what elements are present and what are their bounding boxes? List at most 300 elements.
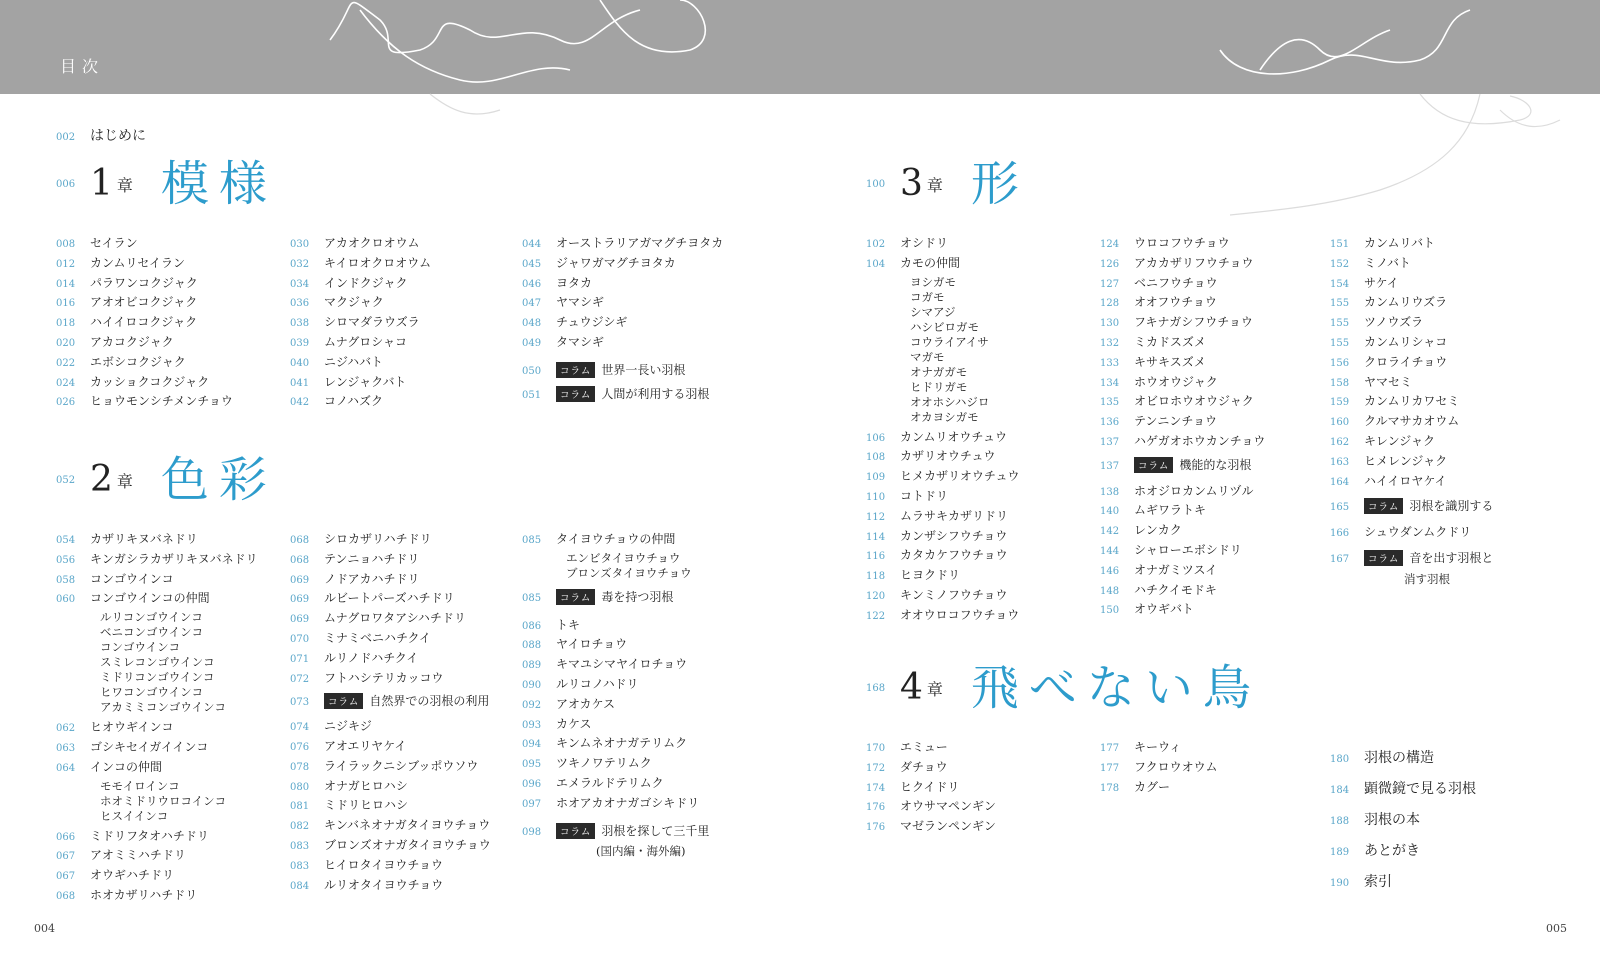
toc-entry[interactable] (290, 570, 520, 590)
toc-entry[interactable] (1330, 353, 1560, 373)
page-number: 008 (56, 239, 76, 250)
toc-entry[interactable] (1100, 561, 1330, 581)
toc-entry[interactable] (56, 886, 286, 906)
toc-entry[interactable] (522, 635, 752, 655)
page-number: 050 (522, 365, 542, 377)
toc-entry[interactable] (290, 392, 520, 412)
entry-label: カッショクコクジャク (90, 374, 210, 389)
column-entry[interactable] (1330, 549, 1560, 569)
toc-entry[interactable] (56, 353, 286, 373)
entry-label: インドクジャク (324, 275, 408, 290)
column-tag: コラム (556, 386, 595, 402)
toc-entry[interactable] (522, 274, 752, 294)
toc-entry[interactable] (1100, 541, 1330, 561)
page-number: 177 (1100, 762, 1120, 774)
toc-entry[interactable] (1100, 581, 1330, 601)
toc-entry[interactable] (1100, 482, 1330, 502)
page-number: 085 (522, 535, 542, 546)
column-tag: コラム (1134, 457, 1173, 473)
page-number: 080 (290, 781, 310, 793)
sub-entry: シマアジ (910, 304, 956, 319)
entry-label: ウロコフウチョウ (1134, 236, 1230, 250)
folio-left: 004 (34, 922, 55, 935)
toc-entry[interactable] (866, 234, 1096, 254)
toc-entry[interactable] (290, 353, 520, 373)
toc-entry[interactable] (522, 333, 752, 353)
ch2-col2 (290, 530, 520, 895)
entry-label: シロカザリハチドリ (324, 532, 432, 546)
ch3-col3a-list (1330, 234, 1560, 491)
entry-label: コンゴウインコの仲間 (90, 591, 210, 606)
entry-label: ベニフウチョウ (1134, 275, 1218, 290)
entry-label: テンニョハチドリ (324, 551, 420, 566)
chapter-word: 章 (926, 175, 943, 195)
toc-entry[interactable] (1330, 274, 1560, 294)
entry-label: ミカドスズメ (1134, 334, 1206, 349)
toc-entry[interactable] (866, 447, 1096, 467)
column-entry[interactable] (1330, 497, 1560, 517)
entry-label: ムギワラトキ (1134, 503, 1207, 518)
toc-entry[interactable] (290, 717, 520, 737)
page-number: 082 (290, 821, 310, 833)
page-number: 189 (1330, 847, 1350, 858)
entry-label: カモの仲間 (900, 255, 961, 270)
page-number: 142 (1100, 526, 1120, 538)
entry-label: キマユシマヤイロチョウ (556, 657, 688, 672)
toc-entry[interactable] (290, 796, 520, 816)
entry-label: 顕微鏡で見る羽根 (1364, 781, 1476, 797)
toc-entry[interactable] (866, 606, 1096, 626)
sub-entry: ベニコンゴウインコ (100, 625, 204, 640)
entry-label: クロライチョウ (1364, 354, 1448, 369)
toc-entry[interactable] (522, 675, 752, 695)
sub-entry: ヒワコンゴウインコ (100, 685, 204, 700)
toc-entry[interactable] (522, 695, 752, 715)
ch3-col1 (866, 234, 1096, 626)
toc-entry[interactable] (1330, 840, 1476, 871)
page-number: 026 (56, 397, 76, 409)
entry-label: 羽根の本 (1364, 812, 1420, 828)
toc-entry[interactable] (1330, 412, 1560, 432)
toc-entry[interactable] (56, 589, 286, 609)
toc-entry[interactable] (866, 527, 1096, 547)
page-number: 016 (56, 298, 76, 310)
entry-label: ニジキジ (324, 719, 372, 734)
page-number: 083 (290, 840, 310, 852)
page-number: 078 (290, 761, 310, 773)
entry-label: ツノウズラ (1364, 315, 1424, 330)
toc-entry[interactable] (290, 609, 520, 629)
toc-entry[interactable] (290, 836, 520, 856)
toc-entry[interactable] (522, 616, 752, 636)
toc-entry[interactable] (1330, 432, 1560, 452)
toc-entry[interactable] (290, 816, 520, 836)
entry-label: ミナミベニハチクイ (324, 630, 431, 645)
entry-label: キンガシラカザリキヌバネドリ (90, 551, 258, 566)
toc-entry[interactable] (56, 293, 286, 313)
page-number: 084 (290, 880, 310, 892)
entry-label: ヒョウモンシチメンチョウ (90, 394, 233, 409)
toc-entry[interactable] (1100, 274, 1330, 294)
sub-entry: ブロンズタイヨウチョウ (566, 565, 692, 580)
entry-label: サケイ (1364, 275, 1399, 290)
toc-entry[interactable] (866, 758, 1096, 778)
entry-label: オナガヒロハシ (324, 778, 408, 793)
toc-entry[interactable] (1330, 809, 1476, 840)
toc-entry[interactable] (290, 737, 520, 757)
toc-entry[interactable] (56, 866, 286, 886)
toc-entry[interactable] (56, 373, 286, 393)
toc-entry[interactable] (866, 546, 1096, 566)
toc-entry[interactable] (1100, 313, 1330, 333)
toc-entry[interactable] (522, 254, 752, 274)
toc-entry[interactable] (56, 392, 286, 412)
toc-entry[interactable] (56, 530, 286, 550)
sub-entry: アカミミコンゴウインコ (100, 700, 227, 715)
page-number: 046 (522, 278, 542, 290)
toc-entry[interactable] (290, 589, 520, 609)
toc-entry[interactable] (866, 507, 1096, 527)
toc-entry[interactable] (1100, 432, 1330, 452)
toc-entry[interactable] (866, 487, 1096, 507)
toc-entry[interactable] (866, 254, 1096, 274)
entry-label: フキナガシフウチョウ (1134, 315, 1253, 330)
page-number: 040 (290, 357, 310, 369)
page-number: 049 (522, 337, 542, 349)
page-number: 054 (56, 535, 76, 546)
column-title: 世界一長い羽根 (601, 362, 686, 377)
toc-entry[interactable] (1330, 293, 1560, 313)
toc-entry[interactable] (866, 467, 1096, 487)
entry-label: ハイイロコクジャク (90, 315, 198, 330)
page-number: 124 (1100, 239, 1120, 250)
entry-label: フトハシテリカッコウ (324, 670, 444, 685)
ch2-col2a-list (290, 530, 520, 688)
toc-entry[interactable] (1330, 472, 1560, 492)
column-title: 自然界での羽根の利用 (369, 694, 490, 709)
ch2-col2-column (290, 692, 520, 712)
toc-entry[interactable] (522, 313, 752, 333)
page-number: 063 (56, 742, 76, 754)
page-number: 134 (1100, 377, 1120, 389)
entry-label: カグー (1134, 779, 1171, 794)
page-number: 094 (522, 739, 542, 751)
toc-entry[interactable] (1330, 747, 1476, 778)
entry-label: ムラサキカザリドリ (900, 508, 1009, 523)
toc-entry[interactable] (290, 550, 520, 570)
page-number: 150 (1100, 605, 1120, 617)
page-number: 072 (290, 673, 310, 685)
toc-entry[interactable] (522, 754, 752, 774)
page-number: 158 (1330, 377, 1350, 389)
page-number: 110 (866, 491, 886, 503)
entry-label: オシドリ (900, 236, 949, 250)
ch3-col2a-list (1100, 234, 1330, 452)
entry-label: クルマサカオウム (1364, 414, 1460, 429)
ch1-column-list (522, 361, 752, 405)
toc-entry[interactable] (866, 586, 1096, 606)
sub-entry: オカヨシガモ (910, 409, 979, 424)
toc-entry[interactable] (56, 758, 286, 778)
toc-entry[interactable] (866, 566, 1096, 586)
toc-entry[interactable] (1330, 871, 1476, 902)
toc-entry[interactable] (1100, 521, 1330, 541)
ch3-col2b-list (1100, 482, 1330, 621)
toc-entry[interactable] (290, 629, 520, 649)
page-number: 130 (1100, 318, 1120, 330)
toc-entry[interactable] (290, 293, 520, 313)
toc-entry[interactable] (1100, 392, 1330, 412)
column-title: 羽根を探して三千里 (601, 823, 710, 838)
toc-entry[interactable] (522, 715, 752, 735)
toc-title: 目次 (60, 57, 105, 76)
entry-label: シャローエボシドリ (1134, 542, 1242, 557)
ch3-col3-column2 (1330, 549, 1560, 586)
toc-entry[interactable] (1100, 234, 1330, 254)
ch1-col1 (56, 234, 286, 412)
page-number: 038 (290, 318, 310, 330)
toc-entry[interactable] (1100, 778, 1330, 798)
entry-label (556, 588, 673, 605)
column-entry[interactable] (522, 822, 752, 842)
entry-label: キンバネオナガタイヨウチョウ (324, 818, 491, 833)
entry-label: ハチクイモドキ (1134, 582, 1217, 597)
page-number: 098 (522, 826, 542, 838)
chapter-2-heading[interactable] (56, 452, 277, 508)
entry-label: インコの仲間 (90, 759, 163, 774)
page-number: 140 (1100, 506, 1120, 518)
toc-entry[interactable] (56, 738, 286, 758)
page-number: 160 (1330, 417, 1350, 429)
column-title: 音を出す羽根と (1409, 550, 1494, 565)
entry-label: ミドリフタオハチドリ (90, 828, 209, 843)
column-entry[interactable] (290, 692, 520, 712)
page-number: 163 (1330, 456, 1350, 468)
toc-entry[interactable] (290, 777, 520, 797)
entry-label (556, 822, 709, 839)
toc-entry[interactable] (290, 856, 520, 876)
toc-entry[interactable] (866, 797, 1096, 817)
toc-entry[interactable] (522, 655, 752, 675)
page-number: 104 (866, 258, 886, 270)
toc-entry[interactable] (290, 669, 520, 689)
toc-entry[interactable] (56, 550, 286, 570)
toc-entry[interactable] (1100, 412, 1330, 432)
toc-entry[interactable] (290, 649, 520, 669)
toc-entry[interactable] (1100, 353, 1330, 373)
entry-label: アオミミハチドリ (90, 848, 186, 863)
entry-label: ルビートパーズハチドリ (324, 591, 455, 606)
page-number: 156 (1330, 357, 1350, 369)
entry-label: オビロホウオウジャク (1134, 394, 1254, 409)
column-entry[interactable] (522, 588, 752, 608)
toc-entry[interactable] (1100, 254, 1330, 274)
toc-entry[interactable] (522, 774, 752, 794)
toc-entry[interactable] (866, 428, 1096, 448)
toc-entry[interactable] (522, 293, 752, 313)
toc-entry[interactable] (1100, 738, 1330, 758)
toc-entry[interactable] (522, 794, 752, 814)
toc-entry[interactable] (290, 373, 520, 393)
toc-entry[interactable] (866, 738, 1096, 758)
toc-entry[interactable] (1330, 333, 1560, 353)
sub-entry: オオホシハジロ (910, 394, 990, 409)
entry-label: オウギバト (1134, 602, 1194, 617)
toc-entry[interactable] (56, 570, 286, 590)
page-number: 089 (522, 660, 542, 672)
page-number: 167 (1330, 553, 1350, 565)
chapter-3-heading[interactable] (866, 156, 1029, 212)
page-number: 048 (522, 318, 542, 330)
page-number: 165 (1330, 502, 1350, 514)
ch2-col1b-list (56, 718, 286, 777)
ch2-col3b-list (522, 616, 752, 814)
chapter-number: 1 (90, 163, 113, 204)
toc-entry[interactable] (1100, 501, 1330, 521)
column-title-line2: 消す羽根 (1404, 571, 1450, 586)
page-number: 190 (1330, 878, 1350, 889)
ch3-col1b-list (866, 428, 1096, 626)
page-number: 108 (866, 452, 886, 464)
entry-label: ゴシキセイガイインコ (90, 739, 209, 754)
toc-entry[interactable] (1330, 392, 1560, 412)
toc-entry[interactable] (56, 333, 286, 353)
page-number: 132 (1100, 337, 1120, 349)
toc-entry[interactable] (56, 234, 286, 254)
entry-label: ホオアカオナガゴシキドリ (556, 795, 700, 810)
page-number: 106 (866, 432, 886, 444)
toc-entry[interactable] (290, 313, 520, 333)
sub-entry: コンゴウインコ (100, 640, 181, 655)
toc-entry[interactable] (1330, 778, 1476, 809)
entry-label: ヒヨクドリ (900, 568, 961, 583)
entry-label: エミュー (900, 740, 948, 754)
entry-label: カンムリバト (1364, 236, 1435, 250)
entry-label: タマシギ (556, 334, 605, 349)
page-number: 085 (522, 592, 542, 604)
page-number: 122 (866, 610, 886, 622)
page-number: 127 (1100, 278, 1120, 290)
ch3-col2 (1100, 234, 1330, 620)
toc-entry[interactable] (866, 817, 1096, 837)
toc-entry[interactable] (56, 313, 286, 333)
toc-entry[interactable] (1330, 234, 1560, 254)
entry-label (1364, 549, 1493, 566)
toc-entry[interactable] (1330, 313, 1560, 333)
entry-label (556, 385, 709, 402)
toc-entry[interactable] (1330, 373, 1560, 393)
entry-label: アカカザリフウチョウ (1134, 255, 1254, 270)
chapter-4-heading[interactable] (866, 660, 1261, 716)
page-number: 155 (1330, 298, 1350, 310)
toc-entry[interactable] (1330, 254, 1560, 274)
chapter-1-heading[interactable] (56, 156, 277, 212)
chapter-word: 章 (116, 175, 133, 195)
sub-entry: ミドリコンゴウインコ (100, 670, 215, 685)
toc-entry[interactable] (1100, 600, 1330, 620)
page-number: 133 (1100, 357, 1120, 369)
toc-entry[interactable] (290, 274, 520, 294)
page-number: 144 (1100, 545, 1120, 557)
toc-entry[interactable] (56, 274, 286, 294)
toc-entry[interactable] (522, 234, 752, 254)
toc-entry[interactable] (56, 254, 286, 274)
toc-entry[interactable] (290, 333, 520, 353)
toc-entry[interactable] (522, 530, 752, 550)
toc-entry[interactable] (1330, 452, 1560, 472)
column-title: 人間が利用する羽根 (601, 386, 710, 401)
folio-right: 005 (1546, 922, 1567, 935)
page-number: 178 (1100, 782, 1120, 794)
column-title-line2: (国内編・海外編) (596, 844, 686, 859)
sub-entry: ホオミドリウロコインコ (100, 793, 227, 808)
entry-label: ヤイロチョウ (556, 637, 628, 652)
toc-entry[interactable] (1100, 373, 1330, 393)
intro-label: はじめに (90, 128, 146, 144)
ch1-col3 (522, 234, 752, 408)
toc-entry[interactable] (290, 254, 520, 274)
page-number: 069 (290, 614, 310, 626)
toc-entry[interactable] (290, 234, 520, 254)
toc-entry[interactable] (522, 734, 752, 754)
page-number: 058 (56, 574, 76, 586)
page-number: 067 (56, 871, 76, 883)
page-number: 128 (1100, 298, 1120, 310)
intro-entry[interactable] (56, 125, 146, 145)
page-number: 109 (866, 472, 886, 484)
page-number: 069 (290, 594, 310, 606)
page-number: 051 (522, 389, 542, 401)
sub-entry: コウライアイサ (910, 334, 989, 349)
entry-label: オナガミツスイ (1134, 562, 1218, 577)
column-entry[interactable] (1100, 456, 1330, 476)
column-entry[interactable] (522, 361, 752, 381)
toc-entry[interactable] (290, 757, 520, 777)
page-number: 135 (1100, 397, 1120, 409)
entry-label: ルリコノハドリ (556, 676, 639, 691)
page-number: 024 (56, 377, 76, 389)
page-number: 177 (1100, 743, 1120, 754)
toc-entry[interactable] (290, 876, 520, 896)
page-number: 164 (1330, 476, 1350, 488)
toc-entry[interactable] (290, 530, 520, 550)
toc-entry[interactable] (1330, 523, 1560, 543)
column-tag: コラム (556, 823, 595, 839)
page-number: 032 (290, 258, 310, 270)
entry-label: シュウダンムクドリ (1364, 525, 1472, 540)
entry-label: ミドリヒロハシ (324, 798, 409, 813)
toc-entry[interactable] (1100, 758, 1330, 778)
page-number: 039 (290, 337, 310, 349)
page-number: 155 (1330, 318, 1350, 330)
toc-entry[interactable] (1100, 333, 1330, 353)
toc-entry[interactable] (56, 846, 286, 866)
page-number: 056 (56, 554, 76, 566)
toc-entry[interactable] (56, 718, 286, 738)
page-number: 154 (1330, 278, 1350, 290)
chapter-title: 飛べない鳥 (970, 660, 1261, 716)
entry-label: テンニンチョウ (1134, 414, 1218, 429)
column-entry[interactable] (522, 385, 752, 405)
ch2-col1c-list (56, 827, 286, 906)
page-number: 020 (56, 337, 76, 349)
entry-label: フクロウオウム (1134, 759, 1218, 774)
toc-entry[interactable] (1100, 293, 1330, 313)
toc-entry[interactable] (56, 827, 286, 847)
page-number: 184 (1330, 785, 1350, 796)
toc-entry[interactable] (866, 778, 1096, 798)
entry-label: キーウィ (1134, 740, 1182, 754)
